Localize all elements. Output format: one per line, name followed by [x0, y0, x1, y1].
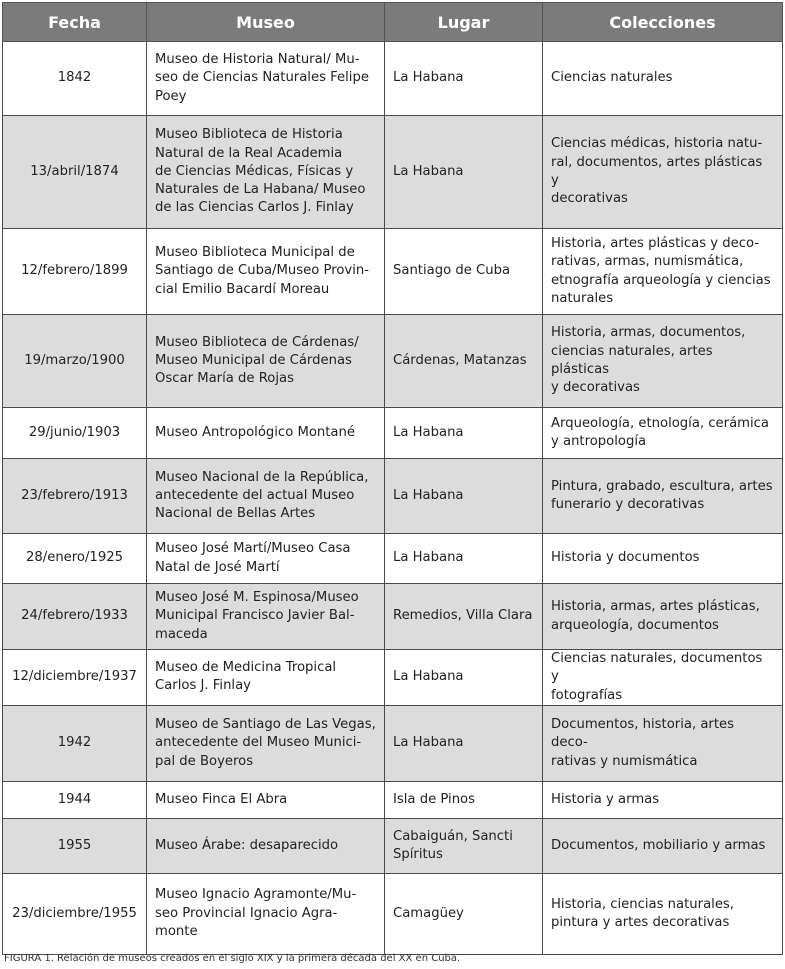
- table-row: [3, 873, 783, 954]
- cell-collections: Historia y documentos: [543, 534, 783, 584]
- cell-collections: Documentos, mobiliario y armas: [543, 818, 783, 873]
- header-lugar: Lugar: [385, 3, 543, 42]
- table-row: [3, 818, 783, 873]
- cell-date: 23/febrero/1913: [3, 459, 147, 534]
- cell-collections: Historia, artes plásticas y deco- rativas, armas, numismática, etnografía arqueología y ciencias naturales: [543, 229, 783, 315]
- table-row: [3, 116, 783, 229]
- cell-collections: Documentos, historia, artes deco- rativas y numismática: [543, 705, 783, 781]
- table-body: [3, 42, 783, 955]
- table-row: [3, 315, 783, 408]
- table-row: [3, 229, 783, 315]
- cell-museum: Museo de Historia Natural/ Mu- seo de Ciencias Naturales Felipe Poey: [147, 42, 385, 116]
- cell-place: Camagüey: [385, 873, 543, 954]
- cell-date: 1944: [3, 781, 147, 818]
- cell-place: Cárdenas, Matanzas: [385, 315, 543, 408]
- cell-place: La Habana: [385, 650, 543, 706]
- cell-collections: Historia, armas, documentos, ciencias naturales, artes plásticas y decorativas: [543, 315, 783, 408]
- cell-place: Santiago de Cuba: [385, 229, 543, 315]
- cell-museum: Museo Finca El Abra: [147, 781, 385, 818]
- table-row: [3, 584, 783, 650]
- cell-museum: Museo de Santiago de Las Vegas, antecedente del Museo Munici- pal de Boyeros: [147, 705, 385, 781]
- table-row: [3, 705, 783, 781]
- cell-collections: Arqueología, etnología, cerámica y antropología: [543, 408, 783, 459]
- cell-date: 28/enero/1925: [3, 534, 147, 584]
- table-row: [3, 650, 783, 706]
- cell-date: 13/abril/1874: [3, 116, 147, 229]
- figure-caption: FIGURA 1. Relación de museos creados en el siglo XIX y la primera década del XX en Cuba.: [4, 953, 461, 964]
- cell-date: 1842: [3, 42, 147, 116]
- header-fecha: Fecha: [3, 3, 147, 42]
- cell-museum: Museo Ignacio Agramonte/Mu- seo Provincial Ignacio Agra- monte: [147, 873, 385, 954]
- cell-collections: Ciencias naturales, documentos y fotografías: [543, 650, 783, 706]
- cell-collections: Ciencias naturales: [543, 42, 783, 116]
- cell-place: La Habana: [385, 116, 543, 229]
- cell-collections: Historia, ciencias naturales, pintura y artes decorativas: [543, 873, 783, 954]
- cell-date: 19/marzo/1900: [3, 315, 147, 408]
- cell-place: La Habana: [385, 705, 543, 781]
- cell-place: Isla de Pinos: [385, 781, 543, 818]
- header-colecciones: Colecciones: [543, 3, 783, 42]
- cell-date: 1955: [3, 818, 147, 873]
- cell-collections: Historia, armas, artes plásticas, arqueología, documentos: [543, 584, 783, 650]
- cell-museum: Museo Antropológico Montané: [147, 408, 385, 459]
- museums-table-container: [2, 2, 782, 955]
- museums-table: [2, 2, 783, 955]
- cell-place: La Habana: [385, 459, 543, 534]
- cell-place: La Habana: [385, 408, 543, 459]
- cell-date: 1942: [3, 705, 147, 781]
- table-header-row: [3, 3, 783, 42]
- cell-museum: Museo Biblioteca de Cárdenas/ Museo Municipal de Cárdenas Oscar María de Rojas: [147, 315, 385, 408]
- cell-place: La Habana: [385, 42, 543, 116]
- cell-museum: Museo Biblioteca de Historia Natural de la Real Academia de Ciencias Médicas, Físicas y Naturales de La Habana/ Museo de las Ciencias Carlos J. Finlay: [147, 116, 385, 229]
- cell-place: Remedios, Villa Clara: [385, 584, 543, 650]
- cell-museum: Museo José M. Espinosa/Museo Municipal Francisco Javier Bal- maceda: [147, 584, 385, 650]
- table-row: [3, 408, 783, 459]
- cell-museum: Museo Nacional de la República, antecedente del actual Museo Nacional de Bellas Artes: [147, 459, 385, 534]
- cell-place: La Habana: [385, 534, 543, 584]
- cell-museum: Museo Árabe: desaparecido: [147, 818, 385, 873]
- cell-date: 12/febrero/1899: [3, 229, 147, 315]
- table-row: [3, 781, 783, 818]
- cell-date: 24/febrero/1933: [3, 584, 147, 650]
- cell-date: 23/diciembre/1955: [3, 873, 147, 954]
- cell-museum: Museo José Martí/Museo Casa Natal de José Martí: [147, 534, 385, 584]
- cell-date: 12/diciembre/1937: [3, 650, 147, 706]
- table-row: [3, 42, 783, 116]
- cell-collections: Historia y armas: [543, 781, 783, 818]
- header-museo: Museo: [147, 3, 385, 42]
- table-row: [3, 534, 783, 584]
- cell-collections: Ciencias médicas, historia natu- ral, documentos, artes plásticas y decorativas: [543, 116, 783, 229]
- cell-date: 29/junio/1903: [3, 408, 147, 459]
- table-row: [3, 459, 783, 534]
- cell-collections: Pintura, grabado, escultura, artes funerario y decorativas: [543, 459, 783, 534]
- cell-museum: Museo Biblioteca Municipal de Santiago de Cuba/Museo Provin- cial Emilio Bacardí Moreau: [147, 229, 385, 315]
- cell-place: Cabaiguán, Sancti Spíritus: [385, 818, 543, 873]
- cell-museum: Museo de Medicina Tropical Carlos J. Finlay: [147, 650, 385, 706]
